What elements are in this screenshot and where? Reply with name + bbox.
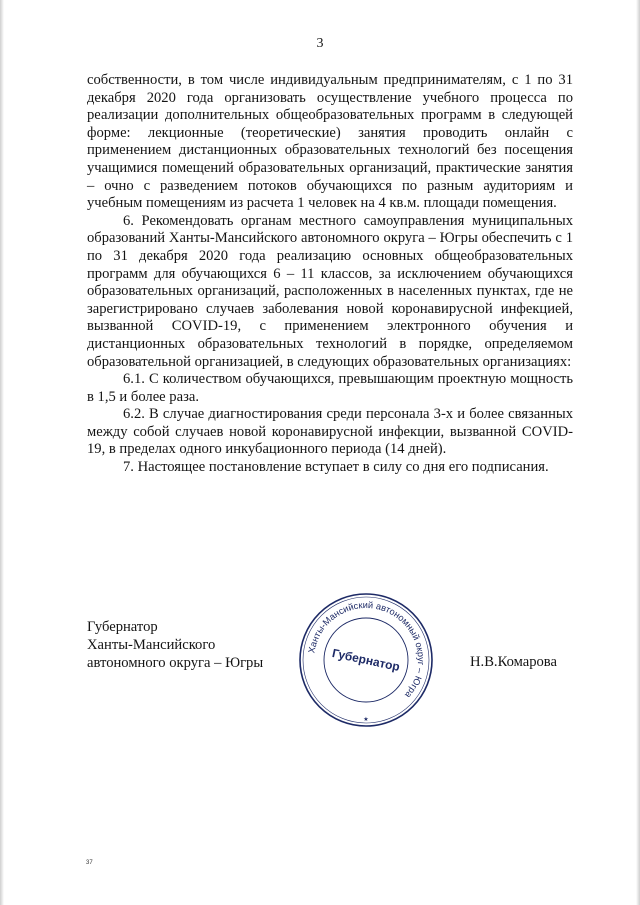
seal-center-text: Губернатор <box>330 646 402 674</box>
paragraph-item-7: 7. Настоящее постановление вступает в силу со дня его подписания. <box>123 459 549 476</box>
paragraph-item-6-1: 6.1. С количеством обучающихся, превышающим проектную мощность в 1,5 и более раза. <box>87 371 573 405</box>
seal-star: ★ <box>363 716 369 723</box>
paragraph-continuation: собственности, в том числе индивидуальным предпринимателям, с 1 по 31 декабря 2020 года организовать осуществление учебного процесса по реализации дополнительных общеобразовательных программ в следующей форме: лекционные (теоретические) занятия проводить онлайн с применением дистанционных образовательных технологий без посещения учащимися помещений образовательных организаций, практические занятия – очно с разведением потоков обучающихся по разным аудиториям и учебным помещениям из расчета 1 человек на 4 кв.м. площади помещения. <box>87 72 573 212</box>
signature-title-line3: автономного округа – Югры <box>87 655 264 671</box>
document-body <box>87 72 573 477</box>
paragraph-item-6: 6. Рекомендовать органам местного самоуправления муниципальных образований Ханты-Мансийского автономного округа – Югры обеспечить с 1 по 31 декабря 2020 года реализацию основных общеобразовательных программ для обучающихся 6 – 11 классов, за исключением обучающихся образовательных организаций, расположенных в населенных пунктах, где не зарегистрировано случаев заболевания новой коронавирусной инфекцией, вызванной COVID-19, с применением электронного обучения и дистанционных образовательных технологий в порядке, определяемом образовательной организацией, в следующих образовательных организациях: <box>87 212 573 370</box>
seal-graphic <box>296 590 436 730</box>
signature-title-line1: Губернатор <box>87 619 158 635</box>
seal-ring-text: Ханты-Мансийский автономный округ – Югра <box>306 599 427 701</box>
official-seal <box>296 590 436 730</box>
scan-edge-right <box>636 0 640 905</box>
scan-edge-left <box>0 0 4 905</box>
page-number: 3 <box>316 36 324 51</box>
paragraph-item-6-2: 6.2. В случае диагностирования среди персонала 3-х и более связанных между собой случаев новой коронавирусной инфекции, вызванной COVID-19, в пределах одного инкубационного периода (14 дней). <box>87 406 573 458</box>
signature-title-line2: Ханты-Мансийского <box>87 637 216 653</box>
signer-name: Н.В.Комарова <box>470 654 557 670</box>
footer-mark: 37 <box>86 860 93 866</box>
signature-block <box>87 618 263 672</box>
